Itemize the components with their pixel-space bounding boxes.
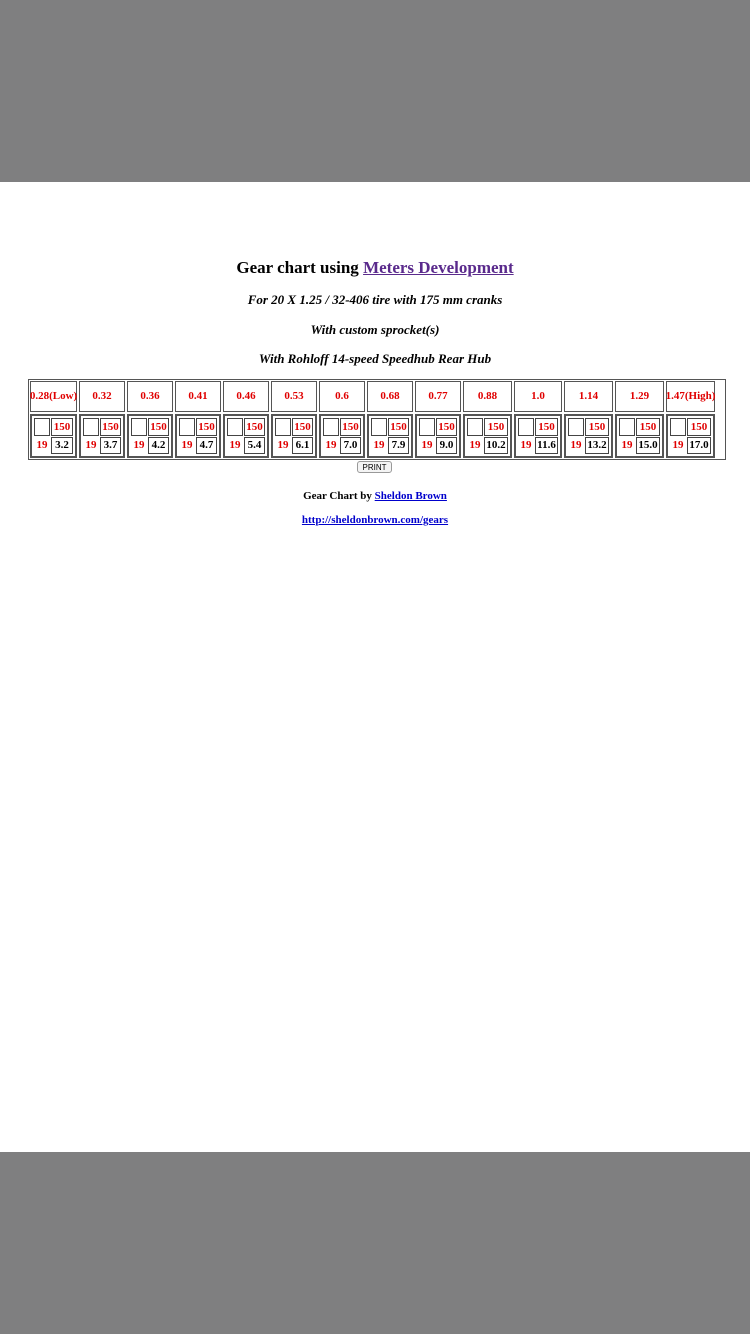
cog-teeth: 19 <box>371 437 387 455</box>
ratio-extra-label: (Low) <box>49 390 78 402</box>
ratio-value: 0.28 <box>29 390 50 402</box>
credit-line: Gear Chart by Sheldon Brown <box>303 490 447 502</box>
chainring-teeth: 150 <box>51 418 73 436</box>
development-value: 6.1 <box>292 437 313 455</box>
ratio-value: 0.41 <box>188 390 208 402</box>
chainring-teeth: 150 <box>340 418 361 436</box>
ratio-header <box>415 381 461 412</box>
gear-cell <box>564 414 613 458</box>
ratio-value: 1.47 <box>665 390 685 402</box>
empty-box <box>467 418 483 436</box>
development-value: 7.0 <box>340 437 361 455</box>
gear-cell <box>127 414 173 458</box>
ratio-value: 0.68 <box>380 390 400 402</box>
chainring-teeth: 150 <box>196 418 217 436</box>
ratio-header <box>367 381 413 412</box>
empty-box <box>568 418 584 436</box>
empty-box <box>323 418 339 436</box>
gears-url <box>0 514 750 526</box>
empty-box <box>419 418 435 436</box>
development-value: 3.2 <box>51 437 73 455</box>
chainring-teeth: 150 <box>585 418 609 436</box>
ratio-value: 0.46 <box>236 390 256 402</box>
gear-chart-table <box>28 379 726 460</box>
development-value: 10.2 <box>484 437 508 455</box>
empty-box <box>518 418 534 436</box>
sheldon-brown-link[interactable]: Sheldon Brown <box>374 490 447 502</box>
gear-cell <box>175 414 221 458</box>
ratio-header-row <box>29 380 725 413</box>
print-button[interactable]: PRINT <box>357 461 392 473</box>
sprocket-subtitle: With custom sprocket(s) <box>310 322 440 337</box>
bottom-overlay <box>0 1152 750 1334</box>
ratio-value: 0.53 <box>284 390 304 402</box>
development-value: 5.4 <box>244 437 265 455</box>
gears-url-link[interactable]: http://sheldonbrown.com/gears <box>301 514 449 526</box>
empty-box <box>34 418 50 436</box>
ratio-header <box>319 381 365 412</box>
chainring-teeth: 150 <box>436 418 457 436</box>
ratio-header <box>223 381 269 412</box>
hub-subtitle: With Rohloff 14-speed Speedhub Rear Hub <box>258 351 492 366</box>
cog-teeth: 19 <box>131 437 147 455</box>
cog-teeth: 19 <box>518 437 534 455</box>
cog-teeth: 19 <box>275 437 291 455</box>
meters-development-link[interactable]: Meters Development <box>363 258 514 277</box>
ratio-header <box>175 381 221 412</box>
ratio-header <box>127 381 173 412</box>
development-value: 11.6 <box>535 437 558 455</box>
empty-box <box>275 418 291 436</box>
ratio-header <box>271 381 317 412</box>
development-value: 13.2 <box>585 437 609 455</box>
chainring-teeth: 150 <box>535 418 558 436</box>
ratio-value: 0.88 <box>477 390 498 402</box>
development-value: 3.7 <box>100 437 121 455</box>
ratio-header <box>514 381 562 412</box>
chainring-teeth: 150 <box>148 418 169 436</box>
empty-box <box>619 418 635 436</box>
ratio-header <box>463 381 512 412</box>
ratio-header <box>564 381 613 412</box>
development-value: 15.0 <box>636 437 660 455</box>
development-value: 4.7 <box>196 437 217 455</box>
chainring-teeth: 150 <box>636 418 660 436</box>
ratio-value: 1.29 <box>629 390 650 402</box>
cog-teeth: 19 <box>619 437 635 455</box>
chainring-teeth: 150 <box>100 418 121 436</box>
ratio-value: 0.36 <box>140 390 160 402</box>
gear-cell <box>367 414 413 458</box>
page <box>0 182 750 1152</box>
cog-teeth: 19 <box>227 437 243 455</box>
empty-box <box>371 418 387 436</box>
gear-cell <box>615 414 664 458</box>
development-value: 4.2 <box>148 437 169 455</box>
empty-box <box>131 418 147 436</box>
ratio-header <box>30 381 77 412</box>
gear-cell <box>319 414 365 458</box>
empty-box <box>179 418 195 436</box>
chainring-teeth: 150 <box>484 418 508 436</box>
development-value: 7.9 <box>388 437 409 455</box>
ratio-extra-label: (High) <box>684 390 716 402</box>
cog-teeth: 19 <box>323 437 339 455</box>
development-value: 17.0 <box>687 437 711 455</box>
gear-cell <box>666 414 715 458</box>
ratio-header <box>79 381 125 412</box>
ratio-value: 1.14 <box>578 390 599 402</box>
cog-teeth: 19 <box>179 437 195 455</box>
cog-teeth: 19 <box>670 437 686 455</box>
top-overlay <box>0 0 750 182</box>
chainring-teeth: 150 <box>244 418 265 436</box>
gear-cell <box>463 414 512 458</box>
ratio-header <box>666 381 715 412</box>
cog-teeth: 19 <box>83 437 99 455</box>
gear-cell <box>223 414 269 458</box>
chainring-teeth: 150 <box>388 418 409 436</box>
cog-teeth: 19 <box>419 437 435 455</box>
chainring-teeth: 150 <box>292 418 313 436</box>
gear-cell <box>79 414 125 458</box>
cog-teeth: 19 <box>568 437 584 455</box>
gear-cell <box>30 414 77 458</box>
empty-box <box>83 418 99 436</box>
development-value: 9.0 <box>436 437 457 455</box>
gear-cell <box>415 414 461 458</box>
page-title: Gear chart using Meters Development <box>236 258 514 277</box>
gear-cell <box>271 414 317 458</box>
empty-box <box>670 418 686 436</box>
chainring-teeth: 150 <box>687 418 711 436</box>
cog-teeth: 19 <box>467 437 483 455</box>
gear-cell <box>514 414 562 458</box>
ratio-value: 0.6 <box>335 390 349 402</box>
empty-box <box>227 418 243 436</box>
cog-teeth: 19 <box>34 437 50 455</box>
gear-cell-row <box>29 413 725 459</box>
ratio-header <box>615 381 664 412</box>
ratio-value: 1.0 <box>531 390 545 402</box>
ratio-value: 0.77 <box>428 390 448 402</box>
tire-subtitle: For 20 X 1.25 / 32-406 tire with 175 mm cranks <box>247 292 503 307</box>
ratio-value: 0.32 <box>92 390 112 402</box>
